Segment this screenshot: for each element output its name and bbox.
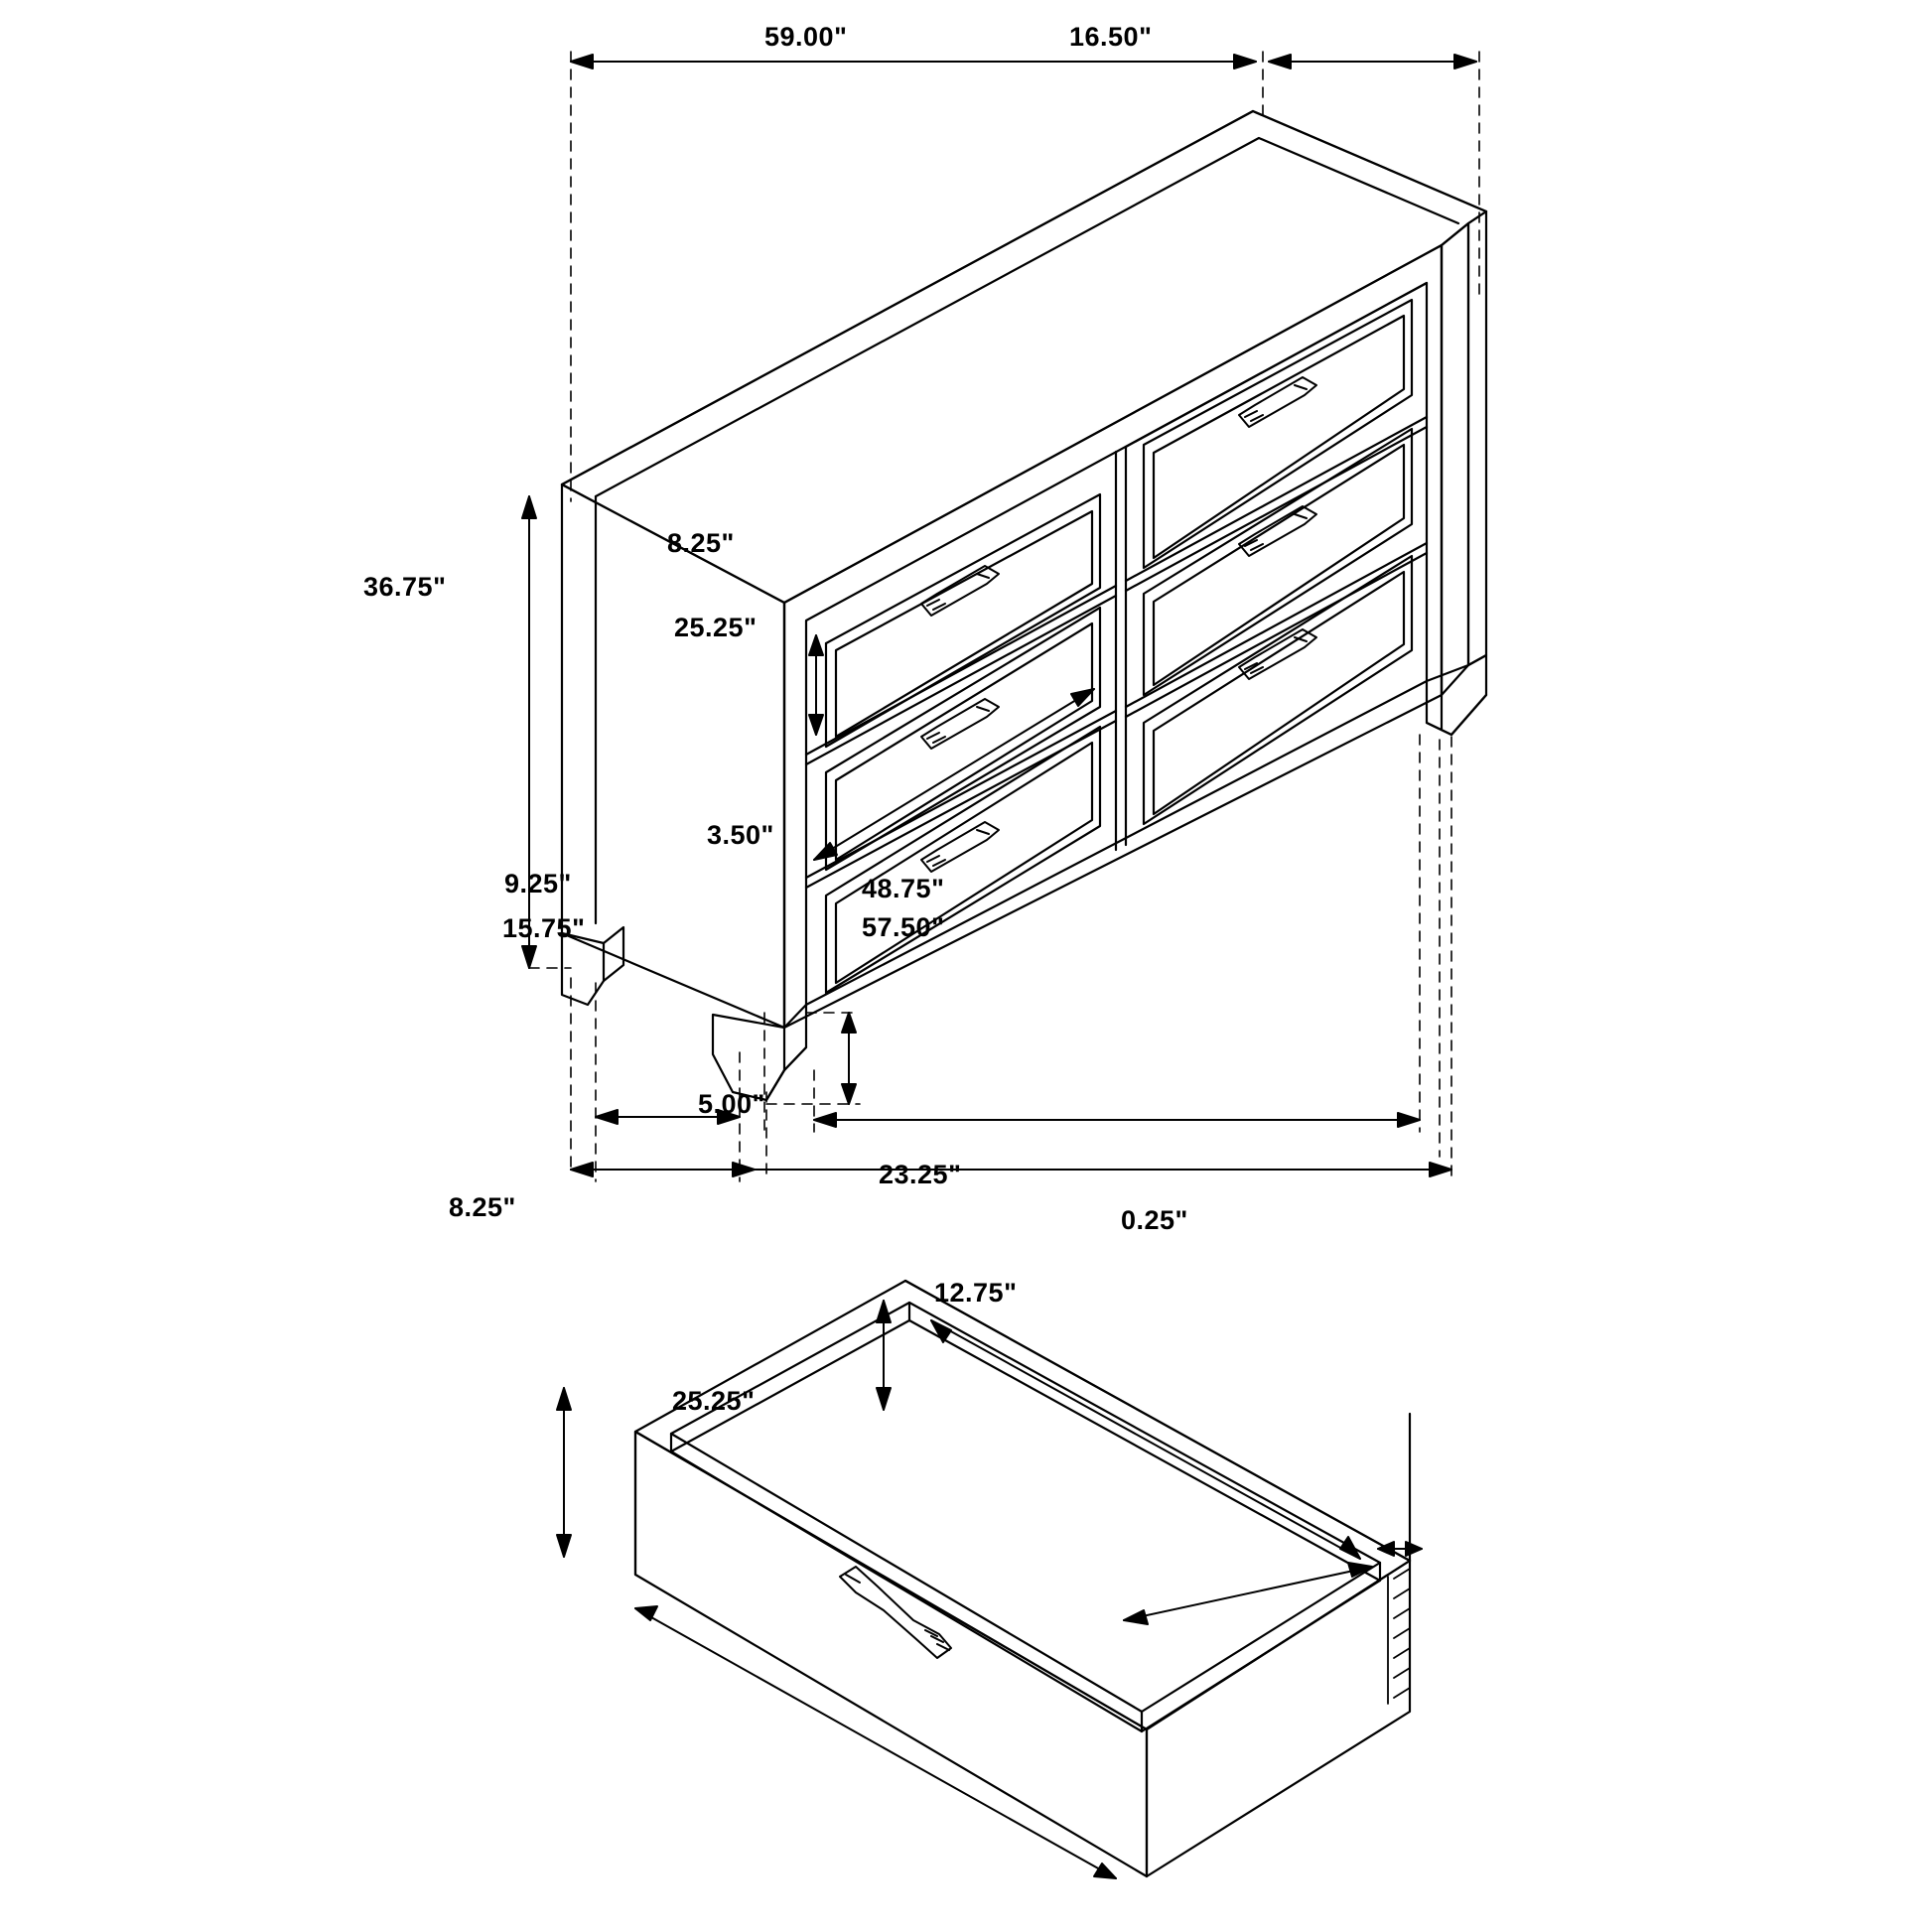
dim-label-leg-height: 3.50" [707, 820, 774, 850]
dim-label-drawer-panel-thickness: 0.25" [1121, 1205, 1188, 1235]
dim-label-drawer-front-width: 25.25" [672, 1386, 756, 1416]
dim-label-leg-span-width: 48.75" [862, 874, 945, 903]
dim-label-overall-depth: 16.50" [1069, 22, 1153, 52]
dim-label-overall-width: 59.00" [764, 22, 848, 52]
dim-label-case-width: 57.50" [862, 912, 945, 942]
dim-label-case-depth: 15.75" [502, 913, 586, 943]
dim-label-drawer-face-height: 8.25" [667, 528, 735, 558]
dim-label-drawer-interior-depth: 5.00" [698, 1089, 765, 1119]
dim-label-drawer-interior-side: 12.75" [934, 1278, 1018, 1308]
dim-label-drawer-side-height: 8.25" [449, 1192, 516, 1222]
dim-label-drawer-interior-width: 23.25" [879, 1160, 962, 1189]
dim-label-leg-inset-depth: 9.25" [504, 869, 572, 898]
dim-label-drawer-face-width: 25.25" [674, 613, 758, 642]
dim-label-overall-height: 36.75" [363, 572, 447, 602]
